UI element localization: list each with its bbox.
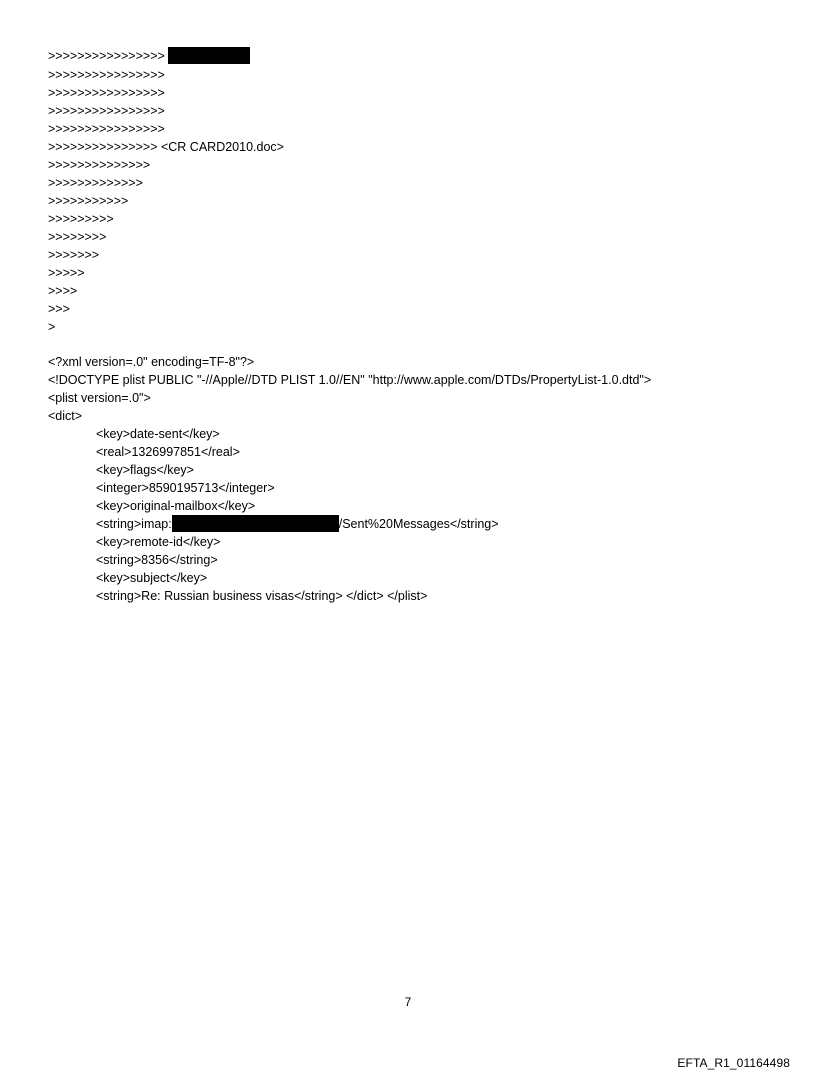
plist-entry: <integer>8590195713</integer> [96, 481, 275, 495]
quoted-line: >>>>>>>>>>>>> [48, 176, 143, 190]
plist-entry-subject: <string>Re: Russian business visas</string> </dict> </plist> [96, 589, 428, 603]
quoted-line: > [48, 320, 56, 334]
quoted-line: >>>>>>> [48, 248, 100, 262]
quoted-line: >>>>>>>>>>> [48, 194, 129, 208]
redaction-box [168, 47, 250, 64]
imap-suffix: /Sent%20Messages</string> [338, 517, 499, 531]
quoted-line: >>>>>>>> [48, 230, 107, 244]
plist-entry-imap [96, 515, 499, 533]
doctype-line: <!DOCTYPE plist PUBLIC "-//Apple//DTD PLIST 1.0//EN" "http://www.apple.com/DTDs/PropertyList-1.0.dtd"> [48, 373, 652, 387]
quoted-line: >>>>>>>>>>>>>> [48, 158, 151, 172]
plist-entry: <string>8356</string> [96, 553, 218, 567]
quoted-line-attachment: >>>>>>>>>>>>>>> <CR CARD2010.doc> [48, 140, 284, 154]
plist-entry: <key>flags</key> [96, 463, 194, 477]
plist-open-line: <plist version=.0"> [48, 391, 151, 405]
page-number: 7 [404, 995, 412, 1009]
quoted-line: >>>>>>>>> [48, 212, 114, 226]
quoted-line: >>>>>>>>>>>>>>>> [48, 122, 165, 136]
quoted-line: >>> [48, 302, 70, 316]
bates-number: EFTA_R1_01164498 [677, 1056, 790, 1070]
quoted-line: >>>>>>>>>>>>>>>> [48, 47, 250, 65]
redaction-box [172, 515, 339, 532]
plist-entry: <key>date-sent</key> [96, 427, 220, 441]
quoted-line: >>>>>>>>>>>>>>>> [48, 104, 165, 118]
quoted-line: >>>>> [48, 266, 85, 280]
plist-entry: <key>original-mailbox</key> [96, 499, 256, 513]
plist-entry: <key>remote-id</key> [96, 535, 221, 549]
xml-declaration: <?xml version=.0" encoding=TF-8"?> [48, 355, 255, 369]
quoted-line: >>>> [48, 284, 78, 298]
quoted-line: >>>>>>>>>>>>>>>> [48, 86, 165, 100]
imap-prefix: <string>imap: [96, 517, 172, 531]
quoted-line: >>>>>>>>>>>>>>>> [48, 68, 165, 82]
dict-open-line: <dict> [48, 409, 83, 423]
plist-entry: <key>subject</key> [96, 571, 208, 585]
plist-entry: <real>1326997851</real> [96, 445, 240, 459]
